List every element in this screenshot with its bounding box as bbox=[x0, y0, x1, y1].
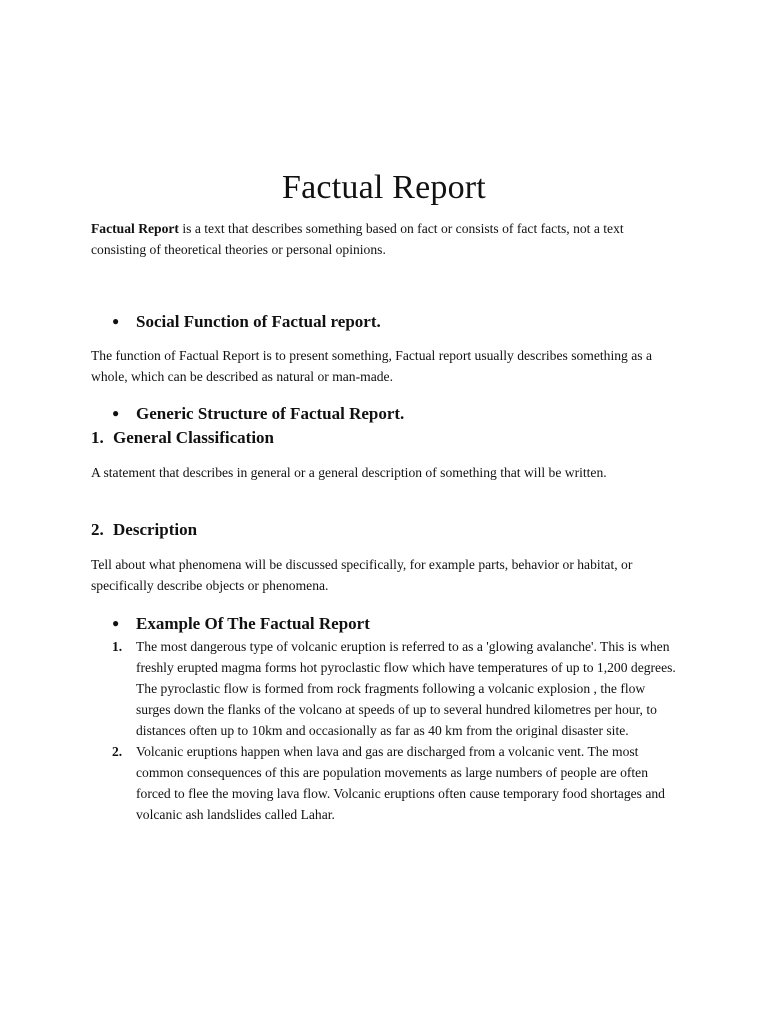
general-classification-heading bbox=[91, 427, 274, 449]
general-classification-heading-text: General Classification bbox=[113, 428, 275, 447]
example-item-text: Volcanic eruptions happen when lava and gas are discharged from a volcanic vent. The most common consequences of this are population movements as large numbers of people are often forced to flee the moving lava flow. Volcanic eruptions often cause temporary food shortages and volcanic ash landslides called Lahar. bbox=[136, 744, 665, 822]
generic-structure-heading-text: Generic Structure of Factual Report. bbox=[136, 404, 405, 423]
example-item bbox=[112, 741, 682, 825]
intro-bold-lead: Factual Report bbox=[91, 221, 179, 236]
example-item-number: 1. bbox=[112, 639, 123, 654]
example-item-text: The most dangerous type of volcanic eruption is referred to as a 'glowing avalanche'. This is when freshly erupted magma forms hot pyroclastic flow which have temperatures of up to 1,200 degrees. The pyroclastic flow is formed from rock fragments following a volcanic explosion , the flow surges down the flanks of the volcano at speeds of up to several hundred kilometres per hour, to distances often up to 10km and occasionally as far as 40 km from the original disaster site. bbox=[136, 639, 676, 738]
description-paragraph: Tell about what phenomena will be discussed specifically, for example parts, behavior or habitat, or specifically describe objects or phenomena. bbox=[91, 557, 633, 593]
social-function-heading-text: Social Function of Factual report. bbox=[136, 312, 381, 331]
description-heading bbox=[91, 519, 197, 541]
page-title: Factual Report bbox=[282, 169, 486, 206]
bullet-icon: ● bbox=[112, 314, 120, 328]
social-function-heading bbox=[112, 310, 381, 333]
example-list bbox=[112, 636, 682, 825]
general-classification-paragraph: A statement that describes in general or a general description of something that will be written. bbox=[91, 465, 607, 480]
description-heading-text: Description bbox=[113, 520, 198, 539]
intro-paragraph bbox=[91, 218, 681, 260]
generic-structure-heading bbox=[112, 402, 404, 425]
example-item bbox=[112, 636, 682, 741]
example-item-number: 2. bbox=[112, 744, 123, 759]
section-number: 1. bbox=[91, 428, 104, 447]
bullet-icon: ● bbox=[112, 616, 120, 630]
section-number: 2. bbox=[91, 520, 104, 539]
bullet-icon: ● bbox=[112, 406, 120, 420]
social-function-paragraph: The function of Factual Report is to present something, Factual report usually describes something as a whole, which can be described as natural or man-made. bbox=[91, 348, 652, 384]
example-heading bbox=[112, 612, 370, 635]
intro-text: is a text that describes something based on fact or consists of fact facts, not a text consisting of theoretical theories or personal opinions. bbox=[91, 221, 624, 257]
example-heading-text: Example Of The Factual Report bbox=[136, 614, 370, 633]
